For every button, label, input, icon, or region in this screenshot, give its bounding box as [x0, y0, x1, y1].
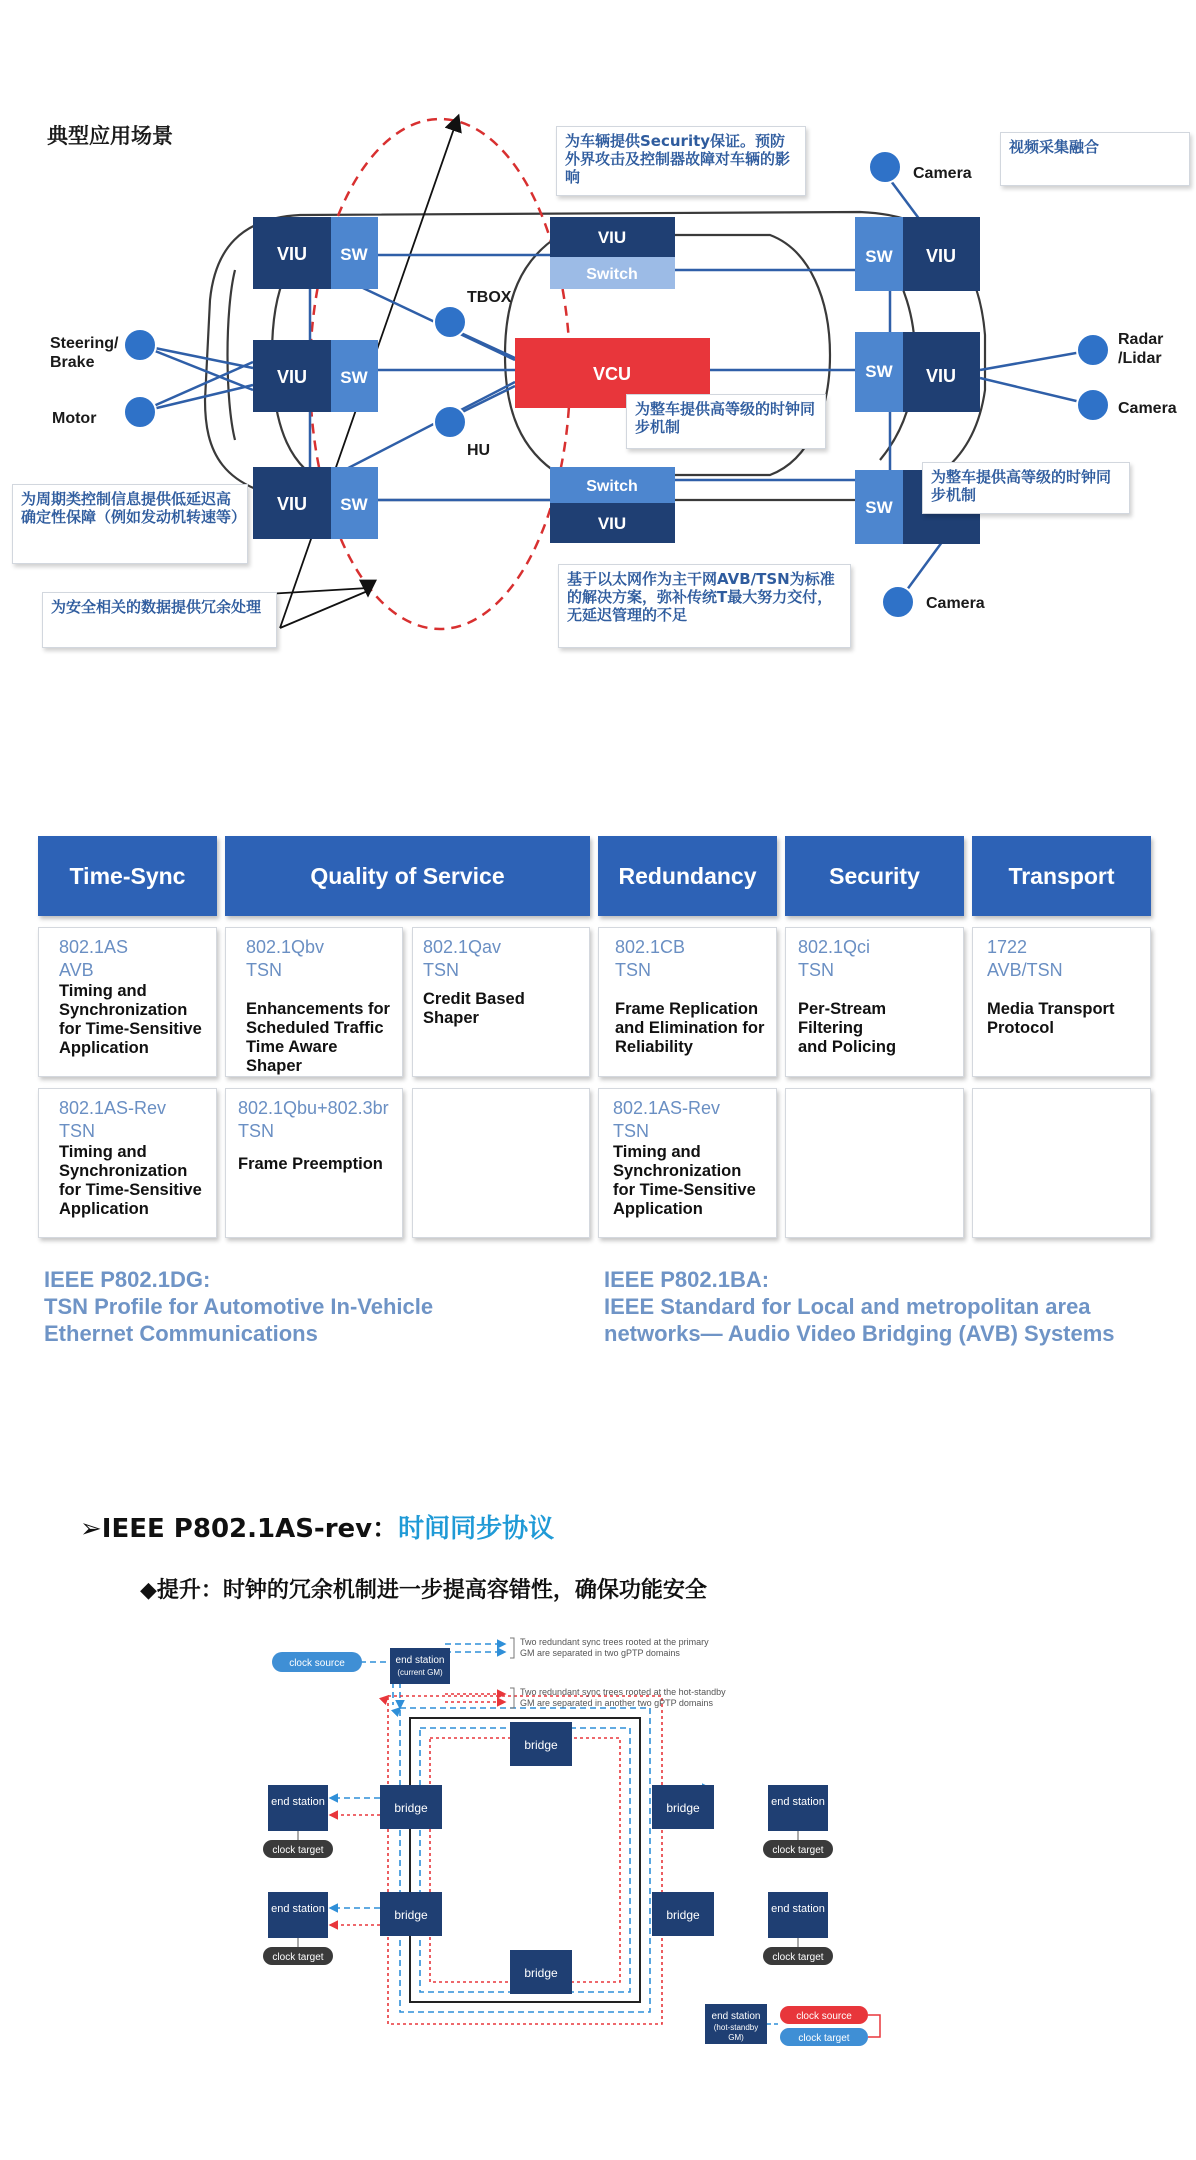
svg-text:SW: SW: [865, 498, 893, 517]
cell-empty-transport: [972, 1088, 1151, 1238]
cell-empty-security: [785, 1088, 964, 1238]
svg-text:clock target: clock target: [272, 1952, 324, 1963]
tbox-node-icon: [434, 306, 466, 338]
svg-text:end station: end station: [271, 1796, 325, 1808]
gptp-heading: ➢IEEE P802.1AS-rev：时间同步协议: [80, 1514, 555, 1544]
svg-text:SW: SW: [340, 368, 368, 387]
svg-text:SW: SW: [865, 362, 893, 381]
hu-node-icon: [434, 406, 466, 438]
motor-node-icon: [124, 396, 156, 428]
standard-p802-1ba: IEEE P802.1BA: IEEE Standard for Local and metropolitan area networks— Audio Video Bridging (AVB) Systems: [604, 1267, 1115, 1346]
header-redundancy: Redundancy: [598, 836, 777, 916]
motor-label: Motor: [52, 410, 97, 427]
viu-sw-left-mid: [253, 340, 378, 412]
steering-node-icon: [124, 329, 156, 361]
cell-802-1qav: 802.1Qav TSN Credit Based Shaper: [412, 927, 590, 1077]
svg-text:VIU: VIU: [276, 367, 308, 387]
camera-bottom-label: Camera: [926, 595, 985, 612]
svg-text:end station: end station: [711, 2011, 761, 2022]
svg-text:end station: end station: [771, 1903, 825, 1915]
header-qos: Quality of Service: [225, 836, 590, 916]
header-transport: Transport: [972, 836, 1151, 916]
svg-text:(current GM): (current GM): [397, 1668, 443, 1677]
section-title: 典型应用场景: [47, 124, 173, 148]
svg-text:VIU: VIU: [925, 366, 957, 386]
cell-802-1qbv: 802.1Qbv TSN Enhancements for Scheduled Traffic Time Aware Shaper: [225, 927, 403, 1077]
standard-p802-1dg: IEEE P802.1DG: TSN Profile for Automotive In-Vehicle Ethernet Communications: [44, 1267, 434, 1346]
viu-sw-left-top: [253, 217, 378, 289]
svg-text:end station: end station: [771, 1796, 825, 1808]
camera-right-icon: [1077, 389, 1109, 421]
svg-text:bridge: bridge: [394, 1908, 428, 1922]
hu-label: HU: [467, 442, 491, 459]
svg-text:VIU: VIU: [597, 514, 627, 533]
header-time-sync: Time-Sync: [38, 836, 217, 916]
note-periodic-control: 为周期类控制信息提供低延迟高确定性保障（例如发动机转速等）: [12, 484, 248, 564]
cell-1722: 1722 AVB/TSN Media Transport Protocol: [972, 927, 1151, 1077]
radar-node-icon: [1077, 334, 1109, 366]
svg-text:bridge: bridge: [524, 1738, 558, 1752]
svg-text:SW: SW: [865, 247, 893, 266]
note-security: 为车辆提供Security保证。预防外界攻击及控制器故障对车辆的影响: [556, 126, 806, 196]
svg-text:clock target: clock target: [798, 2033, 850, 2044]
svg-text:clock target: clock target: [772, 1952, 824, 1963]
note-sync-center: 为整车提供高等级的时钟同步机制: [626, 394, 826, 449]
svg-text:SW: SW: [340, 245, 368, 264]
camera-bottom-icon: [882, 586, 914, 618]
svg-text:GM): GM): [728, 2033, 744, 2042]
cell-802-1as-rev-redundancy: 802.1AS-Rev TSN Timing and Synchronization for Time-Sensitive Application: [598, 1088, 777, 1238]
svg-text:VIU: VIU: [276, 494, 308, 514]
cell-802-1qbu: 802.1Qbu+802.3br TSN Frame Preemption: [225, 1088, 403, 1238]
camera-right-label: Camera: [1118, 400, 1177, 417]
cell-802-1qci: 802.1Qci TSN Per-Stream Filtering and Policing: [785, 927, 964, 1077]
svg-text:end station: end station: [395, 1655, 445, 1666]
viu-switch-top: [550, 217, 675, 289]
cell-802-1cb: 802.1CB TSN Frame Replication and Elimination for Reliability: [598, 927, 777, 1077]
cell-802-1as-rev: 802.1AS-Rev TSN Timing and Synchronization for Time-Sensitive Application: [38, 1088, 217, 1238]
steering-label: Steering/: [50, 335, 119, 352]
cell-802-1as: 802.1AS AVB Timing and Synchronization for Time-Sensitive Application: [38, 927, 217, 1077]
header-security: Security: [785, 836, 964, 916]
gptp-redundancy-diagram: [260, 1630, 940, 2050]
svg-text:SW: SW: [340, 495, 368, 514]
sw-viu-right-mid: [855, 332, 980, 412]
camera-top-icon: [869, 151, 901, 183]
svg-text:VIU: VIU: [276, 244, 308, 264]
svg-text:clock target: clock target: [772, 1845, 824, 1856]
svg-text:clock source: clock source: [289, 1658, 345, 1669]
svg-text:Switch: Switch: [586, 266, 638, 283]
svg-text:(hot-standby: (hot-standby: [713, 2023, 759, 2032]
svg-text:bridge: bridge: [524, 1966, 558, 1980]
svg-text:Two redundant sync trees roote: Two redundant sync trees rooted at the primary: [520, 1637, 709, 1647]
svg-text:clock target: clock target: [272, 1845, 324, 1856]
svg-text:VCU: VCU: [592, 364, 632, 384]
radar-label-2: /Lidar: [1118, 350, 1162, 367]
cell-empty-qos: [412, 1088, 590, 1238]
svg-text:end station: end station: [271, 1903, 325, 1915]
sw-viu-right-top: [855, 217, 980, 291]
svg-text:GM are separated in two gPTP d: GM are separated in two gPTP domains: [520, 1648, 680, 1658]
note-sync-right: 为整车提供高等级的时钟同步机制: [922, 462, 1130, 514]
note-backbone: 基于以太网作为主干网AVB/TSN为标准的解决方案，弥补传统T最大努力交付，无延迟管理的不足: [558, 564, 851, 648]
svg-text:VIU: VIU: [925, 246, 957, 266]
gptp-bullet: ◆提升：时钟的冗余机制进一步提高容错性，确保功能安全: [140, 1578, 707, 1603]
tbox-label: TBOX: [467, 289, 512, 306]
viu-switch-bottom: [550, 467, 675, 543]
svg-text:Two redundant sync trees roote: Two redundant sync trees rooted at the hot-standby: [520, 1687, 726, 1697]
svg-text:Switch: Switch: [586, 478, 638, 495]
svg-text:bridge: bridge: [666, 1801, 700, 1815]
svg-text:VIU: VIU: [597, 228, 627, 247]
viu-sw-left-bottom: [253, 467, 378, 539]
camera-top-label: Camera: [913, 165, 972, 182]
svg-text:bridge: bridge: [666, 1908, 700, 1922]
steering-label-2: Brake: [50, 354, 95, 371]
note-redundancy: 为安全相关的数据提供冗余处理: [42, 592, 277, 648]
radar-label: Radar: [1118, 331, 1164, 348]
svg-text:bridge: bridge: [394, 1801, 428, 1815]
note-video-fusion: 视频采集融合: [1000, 132, 1190, 186]
svg-text:GM are separated in another tw: GM are separated in another two gPTP domains: [520, 1698, 713, 1708]
svg-text:clock source: clock source: [796, 2011, 852, 2022]
